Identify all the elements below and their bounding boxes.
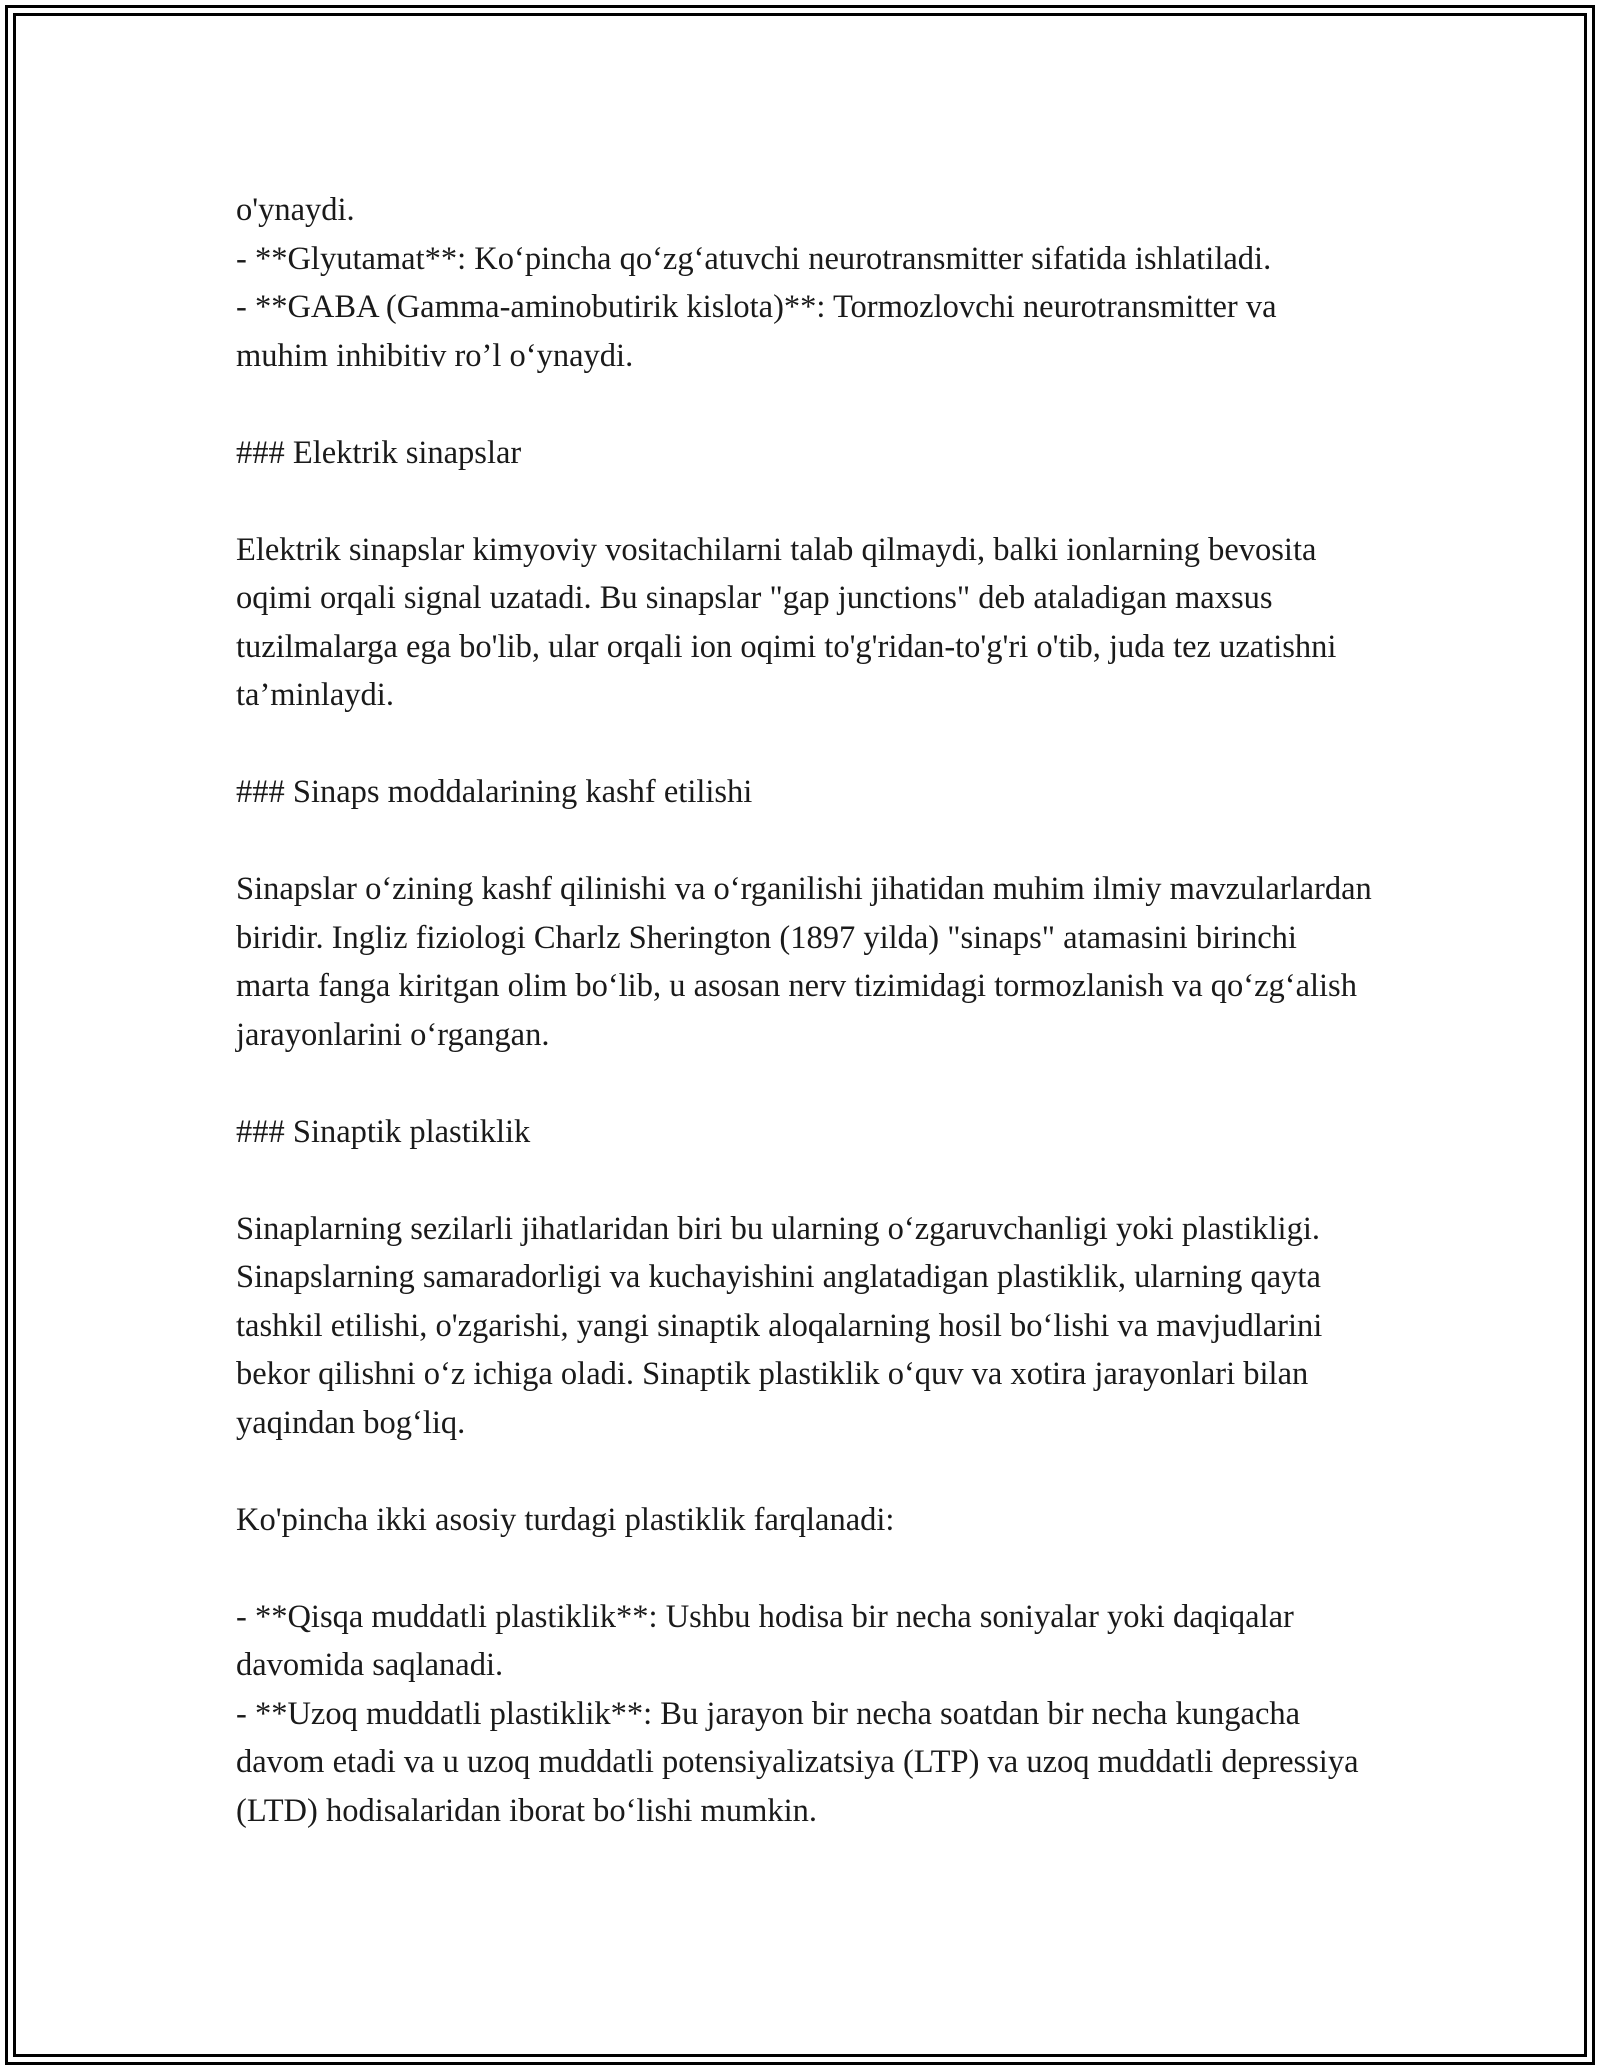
paragraph-discovery: Sinapslar o‘zining kashf qilinishi va o‘rganilishi jihatidan muhim ilmiy mavzularlardan biridir. Ingliz fiziologi Charlz Sherington (1897 yilda) "sinaps" atamasini birinchi marta fanga kiritgan olim bo‘lib, u asosan nerv tizimidagi tormozlanish va qo‘zg‘alish jarayonlarini o‘rgangan. bbox=[236, 871, 1372, 1053]
paragraph-synaptic-plasticity: Sinaplarning sezilarli jihatlaridan biri bu ularning o‘zgaruvchanligi yoki plastikligi. Sinapslarning samaradorligi va kuchayishini anglatadigan plastiklik, ularning qayta tashkil etilishi, o'zgarishi, yangi sinaptik aloqalarning hosil bo‘lishi va mavjudlarini bekor qilishni o‘z ichiga oladi. Sinaptik plastiklik o‘quv va xotira jarayonlari bilan yaqindan bog‘liq. bbox=[236, 1210, 1323, 1441]
paragraph-electric-synapses: Elektrik sinapslar kimyoviy vositachilarni talab qilmaydi, balki ionlarning bevosita oqimi orqali signal uzatadi. Bu sinapslar "gap junctions" deb ataladigan maxsus tuzilmalarga ega bo'lib, ular orqali ion oqimi to'g'ridan-to'g'ri o'tib, juda tez uzatishni ta’minlaydi. bbox=[236, 531, 1337, 713]
neurotransmitter-list: o'ynaydi. - **Glyutamat**: Ko‘pincha qo‘zg‘atuvchi neurotransmitter sifatida ishlatiladi. - **GABA (Gamma-aminobutirik kislota)**: Tormozlovchi neurotransmitter va muhim inhibitiv ro’l o‘ynaydi. bbox=[236, 192, 1277, 374]
heading-discovery: ### Sinaps moddalarining kashf etilishi bbox=[236, 774, 753, 810]
document-body bbox=[236, 186, 1376, 1835]
heading-electric-synapses: ### Elektrik sinapslar bbox=[236, 434, 522, 471]
heading-synaptic-plasticity: ### Sinaptik plastiklik bbox=[236, 1113, 531, 1150]
paragraph-plasticity-types-intro: Ko'pincha ikki asosiy turdagi plastiklik farqlanadi: bbox=[236, 1501, 895, 1538]
plasticity-types-list: - **Qisqa muddatli plastiklik**: Ushbu hodisa bir necha soniyalar yoki daqiqalar davomida saqlanadi. - **Uzoq muddatli plastiklik**: Bu jarayon bir necha soatdan bir necha kungacha davom etadi va u uzoq muddatli potensiyalizatsiya (LTP) va uzoq muddatli depressiya (LTD) hodisalaridan iborat bo‘lishi mumkin. bbox=[236, 1598, 1359, 1829]
